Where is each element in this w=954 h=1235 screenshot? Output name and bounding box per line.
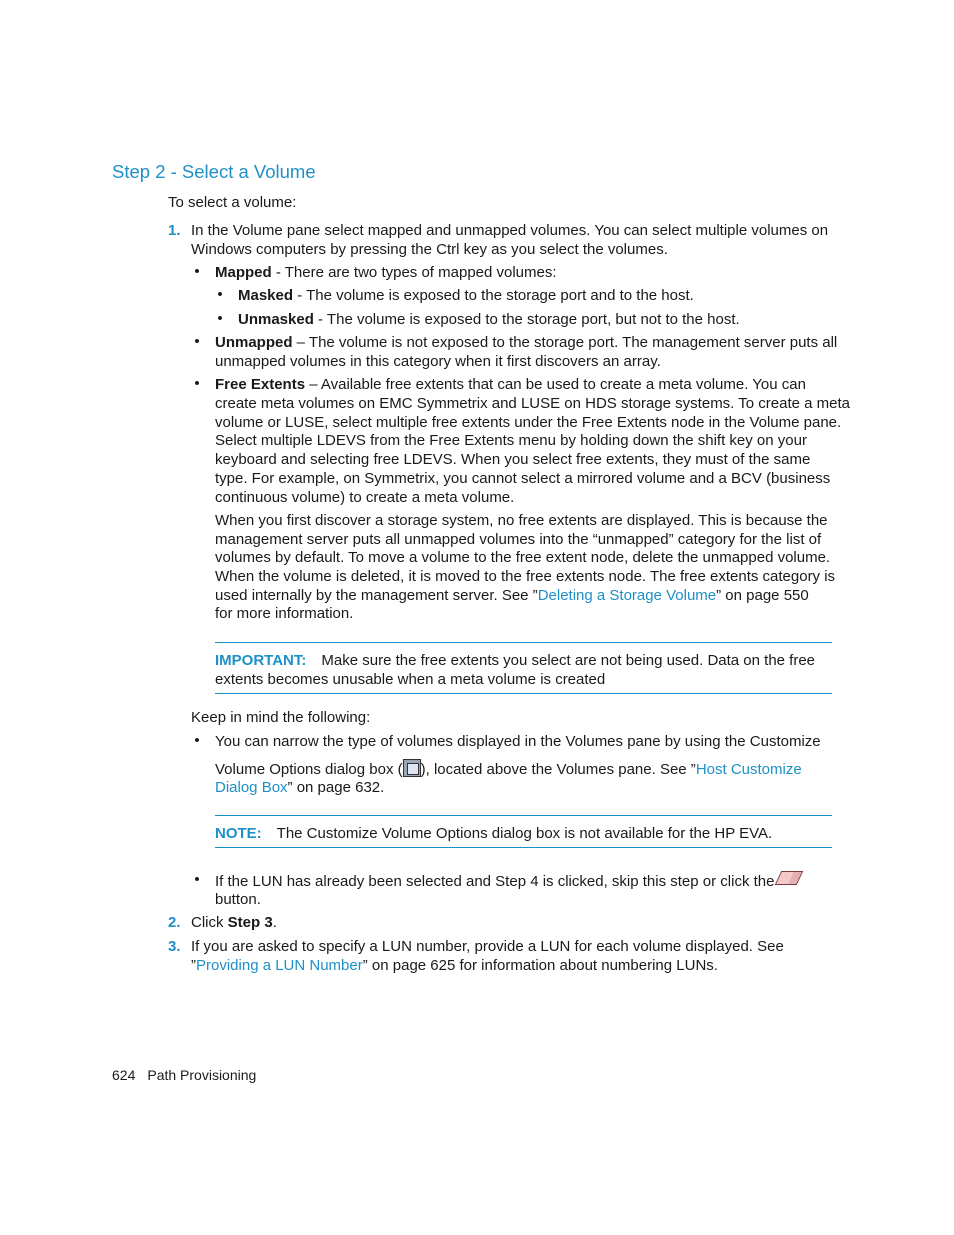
step-2-pre: Click bbox=[191, 914, 228, 931]
bullet: • bbox=[194, 375, 200, 392]
free-extents-line: create meta volumes on EMC Symmetrix and LUSE on HDS storage systems. To create a meta bbox=[215, 395, 850, 412]
free-extents-text: – Available free extents that can be used to create a meta volume. You can bbox=[305, 376, 806, 393]
step-3-number: 3. bbox=[168, 938, 181, 955]
free-extents-line-1 bbox=[215, 375, 806, 394]
free-extents-line: keyboard and selecting free LDEVS. When you select free extents, they must of the same bbox=[215, 451, 811, 468]
masked-text: - The volume is exposed to the storage port and to the host. bbox=[293, 287, 694, 304]
footer bbox=[112, 1066, 256, 1085]
note-line bbox=[215, 824, 772, 843]
discover-line: management server puts all unmapped volumes into the “unmapped” category for the list of bbox=[215, 531, 822, 548]
step-3-text: ” bbox=[191, 957, 196, 974]
narrow-line-2 bbox=[215, 759, 802, 779]
step-2-post: . bbox=[272, 914, 277, 931]
masked-term: Masked bbox=[238, 287, 294, 304]
step-1-line-1: In the Volume pane select mapped and unmapped volumes. You can select multiple volumes on bbox=[191, 222, 829, 239]
bullet: • bbox=[217, 310, 223, 327]
footer-section: Path Provisioning bbox=[147, 1067, 257, 1083]
discover-line: When you first discover a storage system, no free extents are displayed. This is because the bbox=[215, 512, 828, 529]
step-1-line-2: Windows computers by pressing the Ctrl key as you select the volumes. bbox=[191, 241, 668, 258]
unmasked-text: - The volume is exposed to the storage port, but not to the host. bbox=[313, 311, 740, 328]
page-title: Step 2 - Select a Volume bbox=[112, 161, 316, 182]
free-extents-line: Select multiple LDEVS from the Free Extents menu by holding down the shift key on your bbox=[215, 432, 807, 449]
narrow-text: Volume Options dialog box ( bbox=[215, 761, 403, 778]
important-line-2: extents becomes unusable when a meta volume is created bbox=[215, 671, 606, 688]
bullet: • bbox=[194, 333, 200, 350]
providing-lun-number-link[interactable]: Providing a LUN Number bbox=[196, 957, 363, 974]
free-extents-term: Free Extents bbox=[215, 376, 306, 393]
step-3-text: ” on page 625 for information about numbering LUNs. bbox=[362, 957, 718, 974]
dialog-box-link[interactable]: Dialog Box bbox=[215, 779, 288, 796]
step-2-number: 2. bbox=[168, 914, 181, 931]
step-3-line-1: If you are asked to specify a LUN number, provide a LUN for each volume displayed. See bbox=[191, 938, 784, 955]
important-top-rule bbox=[215, 642, 832, 643]
mapped-text: - There are two types of mapped volumes: bbox=[271, 264, 557, 281]
important-label: IMPORTANT: bbox=[215, 652, 307, 669]
unmasked-term: Unmasked bbox=[238, 311, 314, 328]
lun-line-1 bbox=[215, 871, 800, 891]
mapped-item bbox=[215, 263, 557, 282]
note-label: NOTE: bbox=[215, 825, 262, 842]
important-bottom-rule bbox=[215, 693, 832, 694]
free-extents-line: volume or LUSE, select multiple free extents under the Free Extents node in the Volume pane. bbox=[215, 414, 842, 431]
note-top-rule bbox=[215, 815, 832, 816]
narrow-line-1: You can narrow the type of volumes displayed in the Volumes pane by using the Customize bbox=[215, 733, 821, 750]
step-1-number: 1. bbox=[168, 222, 181, 239]
bullet: • bbox=[194, 871, 200, 888]
bullet: • bbox=[194, 732, 200, 749]
eraser-icon[interactable] bbox=[775, 871, 804, 885]
step-2-text bbox=[191, 913, 277, 932]
narrow-line-3 bbox=[215, 778, 384, 797]
discover-line bbox=[215, 586, 809, 605]
note-text: The Customize Volume Options dialog box is not available for the HP EVA. bbox=[276, 825, 773, 842]
important-text: Make sure the free extents you select are not being used. Data on the free bbox=[321, 652, 816, 669]
mapped-term: Mapped bbox=[215, 264, 272, 281]
intro-text: To select a volume: bbox=[168, 194, 297, 211]
discover-line: volumes by default. To move a volume to the free extent node, delete the unmapped volume. bbox=[215, 549, 831, 566]
unmapped-line-2: unmapped volumes in this category when it first discovers an array. bbox=[215, 353, 661, 370]
note-bottom-rule bbox=[215, 847, 832, 848]
unmapped-text: – The volume is not exposed to the storage port. The management server puts all bbox=[292, 334, 838, 351]
narrow-text: ” on page 632. bbox=[287, 779, 385, 796]
step-3-line-2 bbox=[191, 956, 718, 975]
bullet: • bbox=[194, 263, 200, 280]
bullet: • bbox=[217, 286, 223, 303]
narrow-text: ), located above the Volumes pane. See ” bbox=[420, 761, 696, 778]
important-line-1 bbox=[215, 651, 815, 670]
unmasked-item bbox=[238, 310, 740, 329]
deleting-storage-volume-link[interactable]: Deleting a Storage Volume bbox=[537, 587, 717, 604]
unmapped-line-1 bbox=[215, 333, 837, 352]
step-2-bold: Step 3 bbox=[227, 914, 273, 931]
discover-text: used internally by the management server. See ” bbox=[215, 587, 538, 604]
lun-line-2: button. bbox=[215, 891, 261, 908]
customize-volume-options-icon bbox=[403, 759, 421, 777]
unmapped-term: Unmapped bbox=[215, 334, 293, 351]
masked-item bbox=[238, 286, 694, 305]
host-customize-link[interactable]: Host Customize bbox=[695, 761, 802, 778]
keep-in-mind: Keep in mind the following: bbox=[191, 709, 371, 726]
discover-line: When the volume is deleted, it is moved to the free extents node. The free extents category is bbox=[215, 568, 836, 585]
lun-text: If the LUN has already been selected and Step 4 is clicked, skip this step or click the bbox=[215, 873, 775, 890]
discover-line: for more information. bbox=[215, 605, 354, 622]
free-extents-line: continuous volume) to create a meta volume. bbox=[215, 489, 515, 506]
free-extents-line: type. For example, on Symmetrix, you cannot select a mirrored volume and a BCV (business bbox=[215, 470, 831, 487]
discover-text: ” on page 550 bbox=[716, 587, 809, 604]
page-number: 624 bbox=[112, 1067, 136, 1083]
